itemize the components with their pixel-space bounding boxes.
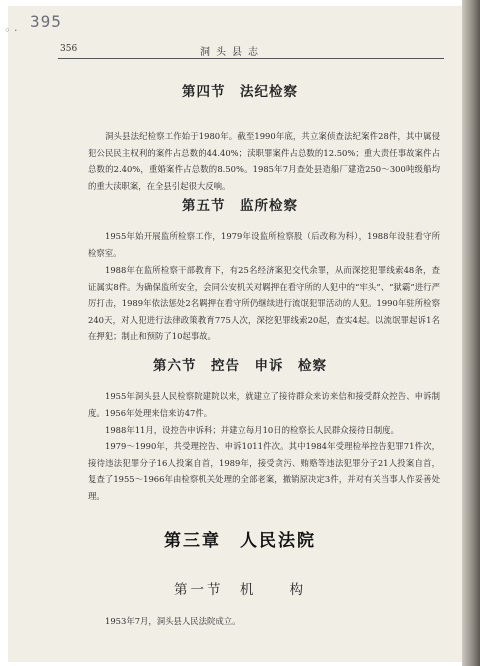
- chapter-title: 第三章 人民法院: [164, 531, 316, 551]
- section-title-4: 第四节 法纪检察: [182, 84, 298, 100]
- paragraph: 洞头县法纪检察工作始于1980年。截至1990年底，共立案侦查法纪案件28件，其中属侵犯公民民主权利的案件占总数的44.40%；渎职罪案件占总数的12.50%；重大责任事故案件占总数的2.40%，重婚案件占总数的8.50%。1985年7月查处县造船厂建造250～300吨级船均的重大渎职案，在全县引起很大反响。: [88, 131, 440, 191]
- chapter-section-title: 第一节 机 构: [174, 582, 306, 598]
- handwritten-page-number: 395: [30, 12, 62, 31]
- paragraph: 1988年11月，设控告申诉科；并建立每月10日的检察长人民群众接待日制度。: [105, 425, 399, 435]
- page-number: 356: [60, 44, 78, 54]
- section-title-6: 第六节 控告 申诉 检察: [153, 358, 327, 374]
- paragraph: 1955年始开展监所检察工作，1979年设监所检察股（后改称为科），1988年设驻看守所检察室。: [88, 231, 440, 258]
- paragraph: 1955年洞头县人民检察院建院以来，就建立了接待群众来访来信和接受群众控告、申诉制度。1956年处理来信来访47件。: [88, 391, 440, 418]
- margin-mark: ◦ ·: [4, 24, 18, 37]
- running-title: 洞头县志: [200, 47, 264, 58]
- paragraph: 1979～1990年，共受理控告、申诉1011件次。其中1984年受理检举控告犯罪71件次，接待违法犯罪分子16人投案自首，1989年，接受贪污、贿赂等违法犯罪分子21人投案自首，复查了1955～1966年由检察机关处理的全部老案，撤销原决定3件，并对有关当事人作妥善处理。: [88, 441, 440, 501]
- section-title-5: 第五节 监所检察: [182, 198, 298, 214]
- header-rule: [58, 58, 444, 59]
- paragraph: 1953年7月，洞头县人民法院成立。: [105, 616, 241, 626]
- paragraph: 1988年在监所检察干部教育下，有25名经济案犯交代余罪，从而深挖犯罪线索48条，查证属实8件。为确保监所安全，会同公安机关对羁押在看守所的人犯中的“牢头”、“狱霸”进行严厉打击，1989年依法惩处2名羁押在看守所仍继续进行流氓犯罪活动的人犯。1990年驻所检察240天，对人犯进行法律政策教育775人次，深挖犯罪线索20起，查实4起。以流氓罪起诉1名在押犯；制止和预防了10起事故。: [88, 265, 440, 342]
